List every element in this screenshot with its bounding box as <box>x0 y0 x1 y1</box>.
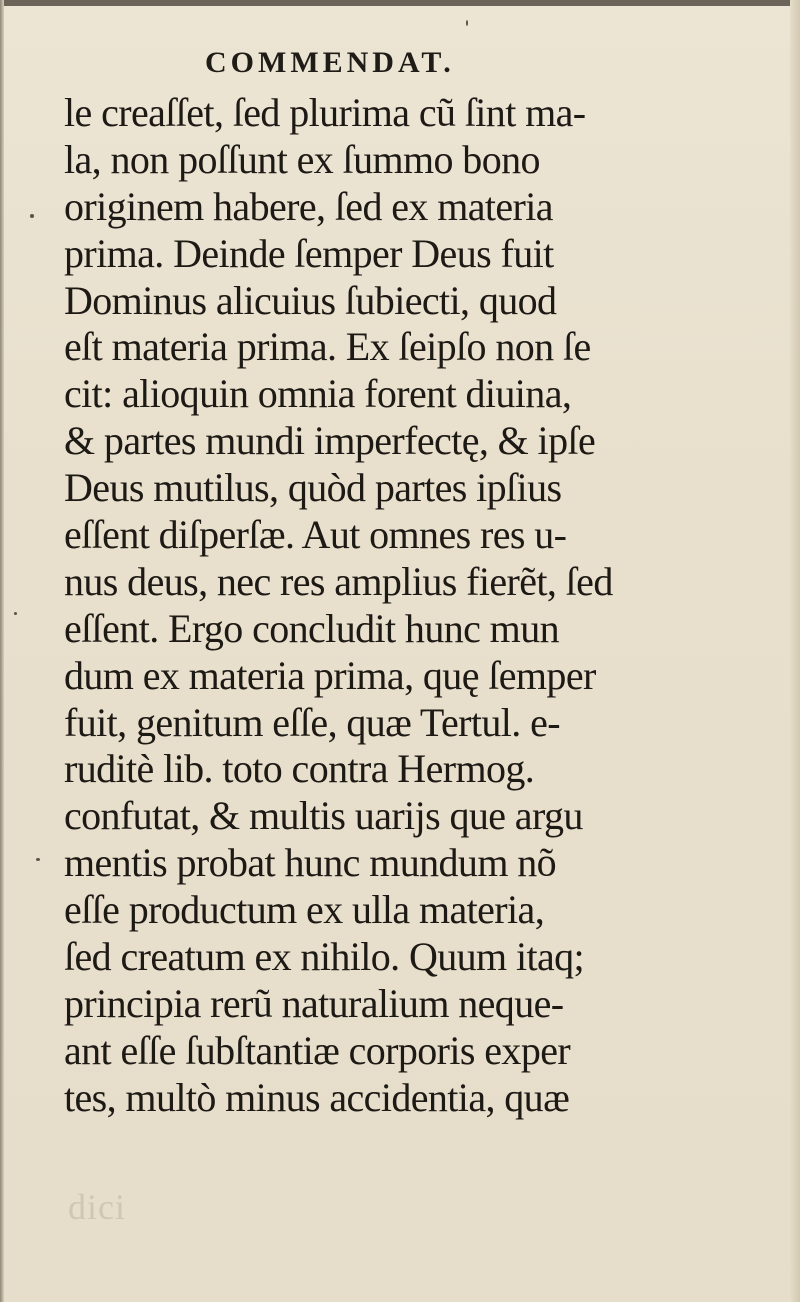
running-head: COMMENDAT. <box>205 46 455 79</box>
text-line: eſſe productum ex ulla materia, <box>64 887 545 933</box>
text-line: le creaſſet, ſed plurima cũ ſint ma- <box>64 90 586 135</box>
ink-speck <box>36 858 40 861</box>
text-line: Dominus alicuius ſubiecti, quod <box>64 277 557 323</box>
text-line: eſſent. Ergo concludit hunc mun <box>64 605 559 651</box>
text-line: principia rerũ naturalium neque- <box>64 980 564 1026</box>
text-line: originem habere, ſed ex materia <box>64 183 553 229</box>
text-line: ruditè lib. toto contra Hermog. <box>64 746 535 792</box>
page-left-edge <box>0 0 4 1302</box>
text-block <box>64 90 664 1122</box>
text-line: prima. Deinde ſemper Deus fuit <box>64 230 554 276</box>
text-line: cit: alioquin omnia forent diuina, <box>64 371 572 417</box>
text-line: & partes mundi imperfectę, & ipſe <box>64 418 596 464</box>
text-line: tes, multò minus accidentia, quæ <box>64 1074 570 1120</box>
text-line: Deus mutilus, quòd partes ipſius <box>64 465 562 511</box>
text-line: nus deus, nec res amplius fierẽt, ſed <box>64 558 613 604</box>
text-line: mentis probat hunc mundum nõ <box>64 840 557 886</box>
page-top-shadow <box>0 0 800 6</box>
text-line: dum ex materia prima, quę ſemper <box>64 652 596 698</box>
text-line: fuit, genitum eſſe, quæ Tertul. e- <box>64 699 560 745</box>
bleed-through-text: dici <box>68 1187 126 1227</box>
page-right-edge <box>790 0 800 1302</box>
ink-speck <box>466 20 468 26</box>
ink-speck <box>30 214 34 218</box>
ink-speck <box>14 612 17 615</box>
text-line: eſſent diſperſæ. Aut omnes res u- <box>64 512 567 558</box>
text-line: ant eſſe ſubſtantiæ corporis exper <box>64 1027 571 1073</box>
text-line: confutat, & multis uarijs que argu <box>64 793 583 839</box>
text-line: ſed creatum ex nihilo. Quum itaq; <box>64 934 585 980</box>
text-line: eſt materia prima. Ex ſeipſo non ſe <box>64 324 591 370</box>
text-line: la, non poſſunt ex ſummo bono <box>64 136 540 182</box>
